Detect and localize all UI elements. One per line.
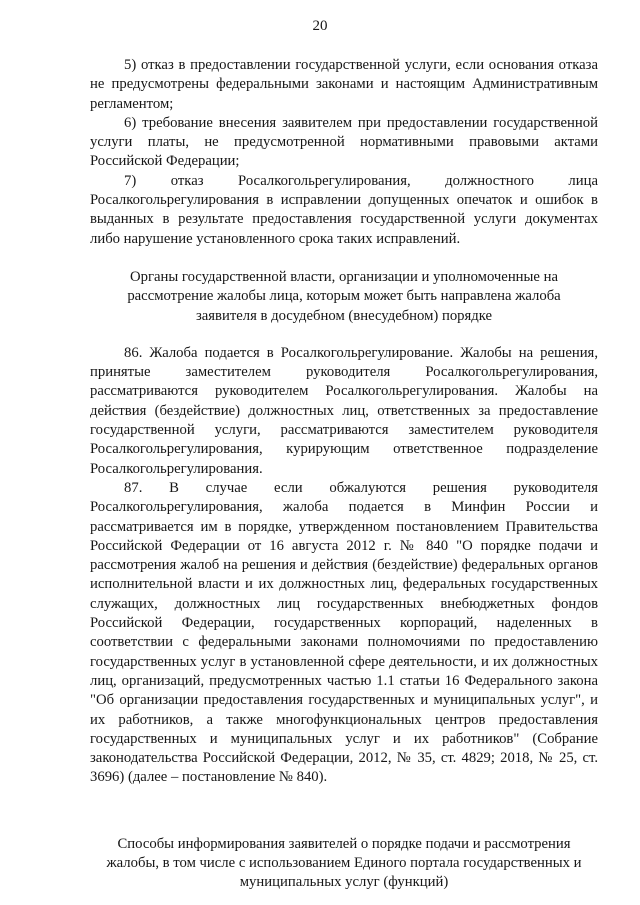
document-body (90, 56, 598, 893)
paragraph-86: 86. Жалоба подается в Росалкогольрегулирование. Жалобы на решения, принятые заместителем руководителя Росалкогольрегулирования, рассматриваются руководителем Росалкогольрегулирования. Жалобы на действия (бездействие) должностных лиц, ответственных за предоставление государственной услуги, рассматриваются заместителем руководителя Росалкогольрегулирования, курирующим ответственное подразделение Росалкогольрегулирования. (90, 344, 598, 477)
page-number: 20 (312, 18, 328, 34)
list-item-6: 6) требование внесения заявителем при предоставлении государственной услуги платы, не предусмотренной нормативными правовыми актами Российской Федерации; (90, 114, 598, 170)
paragraph-87: 87. В случае если обжалуются решения руководителя Росалкогольрегулирования, жалоба подается в Минфин России и рассматривается им в порядке, утвержденном постановлением Правительства Российской Федерации от 16 августа 2012 г. № 840 "О порядке подачи и рассмотрения жалоб на решения и действия (бездействие) федеральных органов исполнительной власти и их должностных лиц, федеральных государственных служащих, должностных лиц государственных внебюджетных фондов Российской Федерации, государственных корпораций, наделенных в соответствии с федеральными законами полномочиями по предоставлению государственных услуг в установленной сфере деятельности, и их должностных лиц, организаций, предусмотренных частью 1.1 статьи 16 Федерального закона "Об организации предоставления государственных и муниципальных услуг", и их работников, а также многофункциональных центров предоставления государственных и муниципальных услуг и их работников" (Собрание законодательства Российской Федерации, 2012, № 35, ст. 4829; 2018, № 25, ст. 3696) (далее – постановление № 840). (90, 479, 598, 786)
list-item-7: 7) отказ Росалкогольрегулирования, должностного лица Росалкогольрегулирования в исправлении допущенных опечаток и ошибок в выданных в результате предоставления государственной услуги документах либо нарушение установленного срока таких исправлений. (90, 172, 598, 247)
list-item-5: 5) отказ в предоставлении государственной услуги, если основания отказа не предусмотрены федеральными законами и настоящим Административным регламентом; (90, 57, 598, 112)
section-heading-complaint-bodies: Органы государственной власти, организации и уполномоченные на рассмотрение жалобы лица, которым может быть направлена жалоба заявителя в досудебном (внесудебном) порядке (127, 268, 561, 324)
section-heading-informing-methods: Способы информирования заявителей о порядке подачи и рассмотрения жалобы, в том числе с использованием Единого портала государственных и муниципальных услуг (функций) (106, 835, 582, 891)
